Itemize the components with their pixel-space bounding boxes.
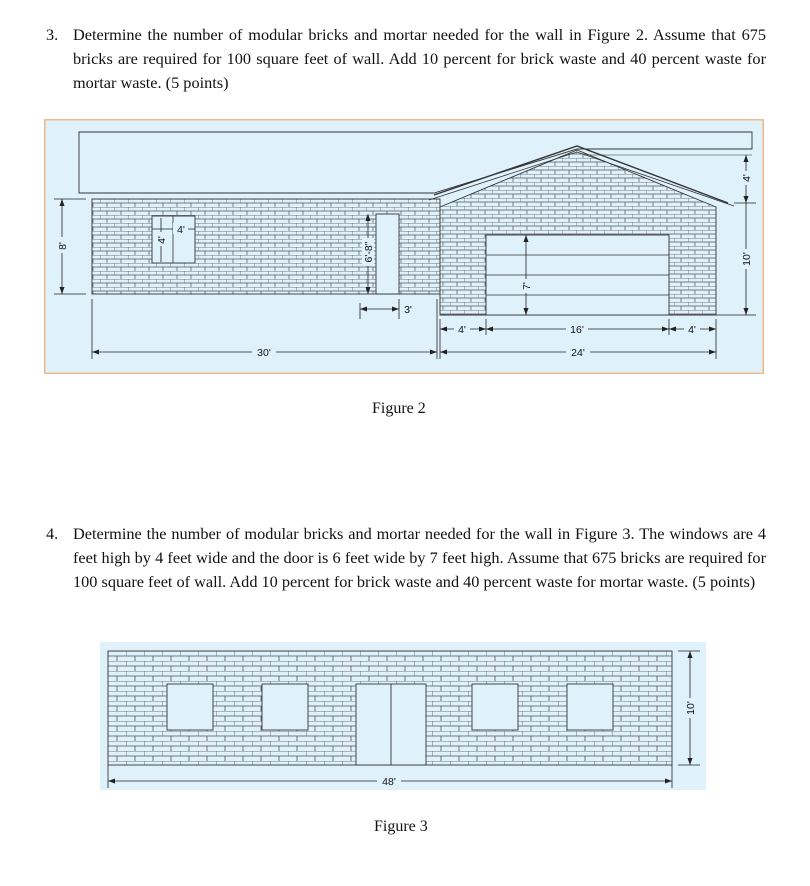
problem-4-text: Determine the number of modular bricks and mortar needed for the wall in Figure 3. The windows are 4 feet high by 4 feet wide and the door is 6 feet wide by 7 feet high. Assume that 675 bricks are required for 100 square feet of wall. Add 10 percent for brick waste and 40 percent waste for mortar waste. (5 points) xyxy=(73,524,766,591)
dim-garage-door-height: 7' xyxy=(521,282,533,290)
dim-garage-wall-height: 10' xyxy=(741,252,753,266)
dim-door-width: 3' xyxy=(404,304,412,316)
entry-door xyxy=(376,214,399,294)
dim-garage-side-left: 4' xyxy=(458,324,466,336)
dim-garage-door-width: 16' xyxy=(570,324,584,336)
window-2 xyxy=(262,684,308,730)
dim-height: 10' xyxy=(685,701,697,715)
dim-length: 48' xyxy=(382,776,396,788)
dim-door-height: 6'-8" xyxy=(363,241,375,263)
problem-4-number: 4. xyxy=(46,524,59,543)
problem-3-number: 3. xyxy=(46,25,59,44)
figure-3 xyxy=(100,642,706,790)
figure-2 xyxy=(44,119,764,374)
dim-garage-length: 24' xyxy=(571,347,585,359)
dim-gable-height: 4' xyxy=(741,174,753,182)
window-1 xyxy=(167,684,213,730)
window-3 xyxy=(472,684,518,730)
dim-window-height: 4' xyxy=(156,236,168,244)
figure-3-caption: Figure 3 xyxy=(374,818,428,835)
dim-left-length: 30' xyxy=(257,347,271,359)
figure-2-caption: Figure 2 xyxy=(372,400,426,417)
dim-wall-height: 8' xyxy=(57,242,69,250)
window-4 xyxy=(567,684,613,730)
problem-3-text: Determine the number of modular bricks and mortar needed for the wall in Figure 2. Assume that 675 bricks are required for 100 square feet of wall. Add 10 percent for brick waste and 40 percent waste for mortar waste. (5 points) xyxy=(73,25,766,92)
dim-window-width: 4' xyxy=(177,224,185,236)
dim-garage-side-right: 4' xyxy=(688,324,696,336)
